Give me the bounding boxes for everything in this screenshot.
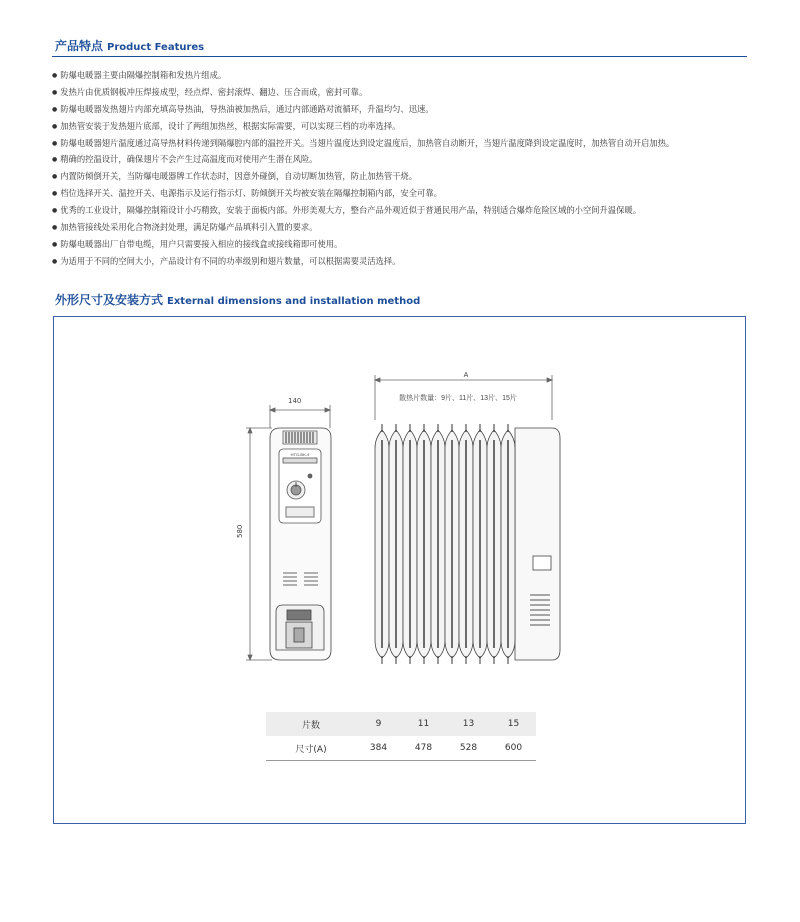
feature-item: ● 防爆电暖器发热翅片内部充填高导热油，导热油被加热后，通过内部通路对流循环，升温均匀、迅速。 [52,101,752,118]
table-header-cell: 尺寸(A) [266,736,356,761]
table-header-cell: 片数 [266,712,356,736]
feature-item: ● 为适用于不同的空间大小，产品设计有不同的功率级别和翅片数量，可以根据需要灵活选择。 [52,253,752,270]
feature-item: ● 精确的控温设计，确保翅片不会产生过高温度而对使用产生潜在风险。 [52,151,752,168]
width-label-a: A [463,372,469,379]
junction-box [276,605,324,650]
table-cell: 384 [356,736,401,761]
size-table [266,712,536,761]
fin-count-note: 散热片数量：9片、11片、13片、15片 [399,395,517,402]
side-width-label: 140 [288,397,302,405]
feature-item: ● 防爆电暖器出厂自带电缆，用户只需要接入相应的接线盒或接线箱即可使用。 [52,236,752,253]
table-cell: 9 [356,712,401,736]
feature-item: ● 内置防倾倒开关，当防爆电暖器牌工作状态时，因意外碰倒，自动切断加热管，防止加热管干烧。 [52,168,752,185]
feature-item: ● 防爆电暖器翅片温度通过高导热材料传递到隔爆腔内部的温控开关。当翅片温度达到设定温度后，加热管自动断开，当翅片温度降到设定温度时，加热管自动开启加热。 [52,135,752,152]
feature-item: ● 加热管安装于发热翅片底部，设计了两组加热丝，根据实际需要，可以实现三档的功率选择。 [52,118,752,135]
table-cell: 11 [401,712,446,736]
feature-item: ● 发热片由优质钢板冲压焊接成型，经点焊、密封滚焊、翻边、压合而成，密封可靠。 [52,84,752,101]
dimensions-title-cn: 外形尺寸及安装方式 [55,293,164,307]
feature-item: ● 防爆电暖器主要由隔爆控制箱和发热片组成。 [52,67,752,84]
panel-brand: HTG-BK-9 [290,452,310,457]
feature-item: ● 档位选择开关、温控开关、电源指示及运行指示灯、防倾倒开关均被安装在隔爆控制箱内部，安全可靠。 [52,185,752,202]
table-cell: 528 [446,736,491,761]
table-cell: 13 [446,712,491,736]
table-row [266,712,536,736]
features-title-en: Product Features [107,42,205,53]
end-vents [530,595,550,625]
table-cell: 600 [491,736,536,761]
fin-bottom-tabs [382,656,508,664]
table-cell: 478 [401,736,446,761]
fin-top-tabs [382,424,508,432]
feature-item: ● 加热管接线处采用化合物浇封处理，满足防爆产品填料引入置的要求。 [52,219,752,236]
dimensions-title-en: External dimensions and installation method [167,296,421,307]
features-title-cn: 产品特点 [55,39,104,53]
feature-item: ● 优秀的工业设计，隔爆控制箱设计小巧精致，安装于面板内部。外形美观大方，整台产品外观近似于普通民用产品，特别适合爆炸危险区域的小空间升温保暖。 [52,202,752,219]
control-panel [279,449,321,523]
table-cell: 15 [491,712,536,736]
table-row [266,736,536,761]
height-label: 580 [236,524,244,538]
